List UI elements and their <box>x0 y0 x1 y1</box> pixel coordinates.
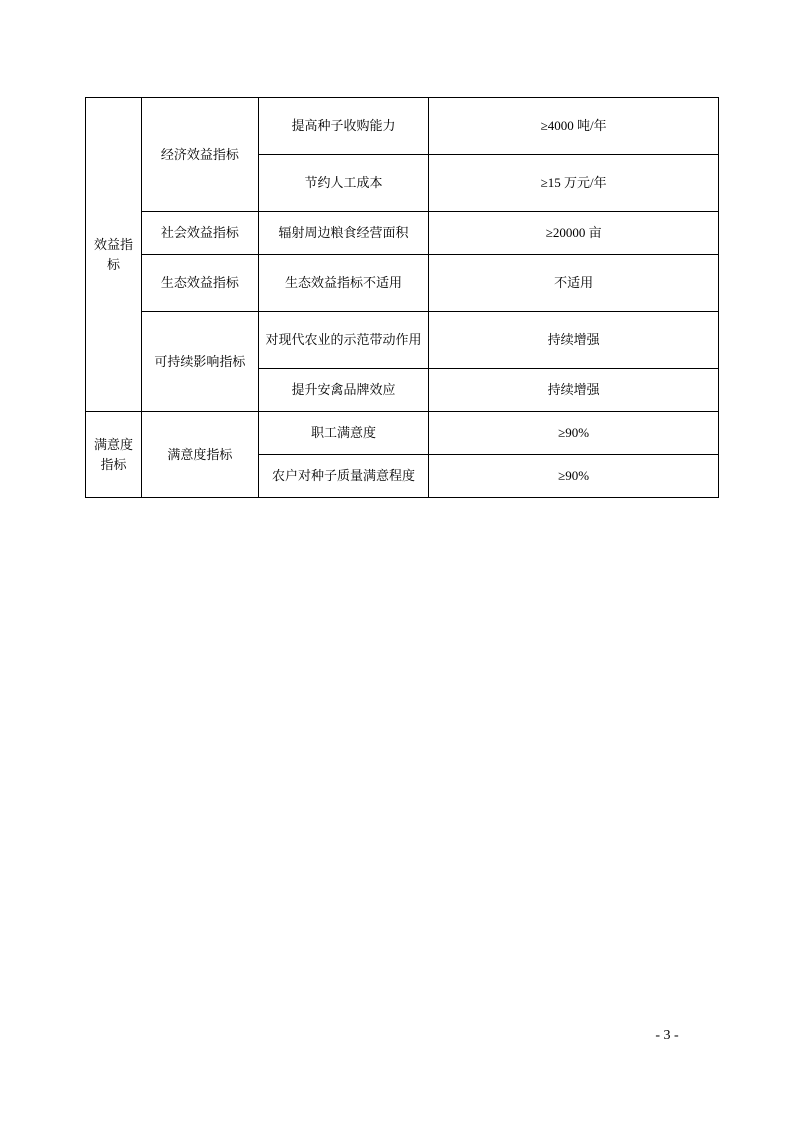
indicator-cell: 提高种子收购能力 <box>258 98 428 155</box>
indicator-cell: 对现代农业的示范带动作用 <box>258 312 428 369</box>
performance-indicator-table-wrapper <box>85 97 719 498</box>
subgroup-cell-ecological: 生态效益指标 <box>141 255 258 312</box>
indicator-cell: 生态效益指标不适用 <box>258 255 428 312</box>
value-cell: ≥90% <box>429 455 719 498</box>
value-cell: ≥15 万元/年 <box>429 155 719 212</box>
page-number <box>0 1028 794 1044</box>
performance-indicator-table <box>85 97 719 498</box>
value-cell: ≥4000 吨/年 <box>429 98 719 155</box>
indicator-cell: 农户对种子质量满意程度 <box>258 455 428 498</box>
indicator-cell: 职工满意度 <box>258 412 428 455</box>
subgroup-cell-social: 社会效益指标 <box>141 212 258 255</box>
table-row <box>86 312 719 369</box>
page-number-text: - 3 - <box>655 1028 679 1043</box>
value-cell: ≥20000 亩 <box>429 212 719 255</box>
table-row <box>86 212 719 255</box>
group-cell-satisfaction: 满意度指标 <box>86 412 142 498</box>
subgroup-cell-satisfaction: 满意度指标 <box>141 412 258 498</box>
value-cell: 持续增强 <box>429 312 719 369</box>
indicator-cell: 节约人工成本 <box>258 155 428 212</box>
value-cell: 不适用 <box>429 255 719 312</box>
table-row <box>86 98 719 155</box>
indicator-cell: 提升安禽品牌效应 <box>258 369 428 412</box>
subgroup-cell-economic: 经济效益指标 <box>141 98 258 212</box>
value-cell: ≥90% <box>429 412 719 455</box>
indicator-cell: 辐射周边粮食经营面积 <box>258 212 428 255</box>
group-cell-benefit: 效益指标 <box>86 98 142 412</box>
table-row <box>86 255 719 312</box>
table-row <box>86 412 719 455</box>
subgroup-cell-sustainable: 可持续影响指标 <box>141 312 258 412</box>
value-cell: 持续增强 <box>429 369 719 412</box>
